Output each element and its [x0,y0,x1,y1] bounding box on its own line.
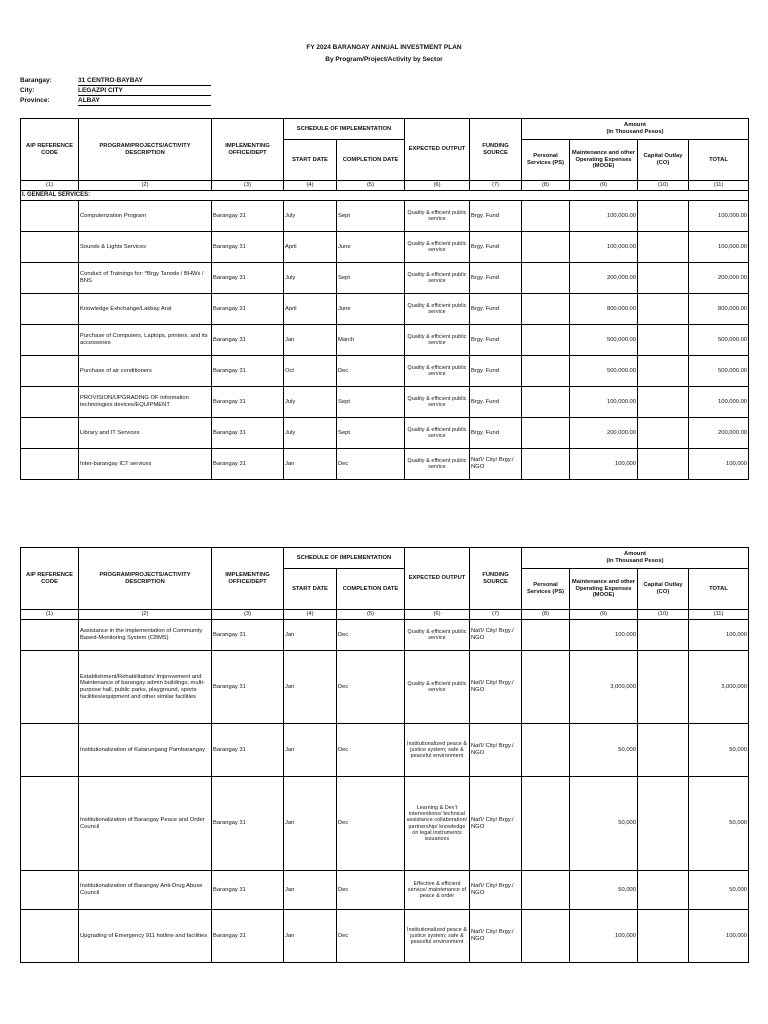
header-output: EXPECTED OUTPUT [405,119,470,181]
cell-start: Jan [284,651,337,724]
cell-expected-output: Quality & efficient public service [405,387,470,418]
sector-label: I. GENERAL SERVICES: [21,191,749,201]
header-program: PROGRAM/PROJECTS/ACTIVITY DESCRIPTION [79,119,212,181]
header-output: EXPECTED OUTPUT [405,548,470,610]
cell-program: Conduct of Trainings for: *Brgy Tanods / BHWs / BNS [79,263,212,294]
table-row [21,356,749,387]
cell-ps [522,871,570,910]
header-amount-unit: (In Thousand Pesos) [606,129,664,135]
cell-funding-source: Nat'l/ City/ Brgy./ NGO [470,620,522,651]
cell-mooe: 100,000 [570,620,638,651]
cell-aip-code [21,325,79,356]
cell-office: Barangay 31 [212,201,284,232]
cell-completion: Sept [337,387,405,418]
col-index: (8) [522,610,570,620]
table-row [21,620,749,651]
cell-completion: Dec [337,871,405,910]
cell-expected-output: Quality & efficient public service [405,418,470,449]
col-index: (11) [689,181,749,191]
header-total: TOTAL [689,140,749,181]
cell-completion: Dec [337,620,405,651]
cell-co [638,910,689,963]
cell-total: 100,000 [689,910,749,963]
cell-office: Barangay 31 [212,651,284,724]
cell-funding-source: Brgy. Fund [470,263,522,294]
table-row [21,294,749,325]
cell-ps [522,777,570,871]
province-label: Province: [20,97,50,104]
cell-office: Barangay 31 [212,294,284,325]
cell-funding-source: Nat'l/ City/ Brgy./ NGO [470,449,522,480]
header-schedule: SCHEDULE OF IMPLEMENTATION [284,548,405,569]
cell-ps [522,651,570,724]
header-amount-unit: (In Thousand Pesos) [606,558,664,564]
cell-completion: Dec [337,910,405,963]
cell-total: 800,000.00 [689,294,749,325]
cell-total: 500,000.00 [689,356,749,387]
cell-funding-source: Nat'l/ City/ Brgy./ NGO [470,724,522,777]
cell-office: Barangay 31 [212,620,284,651]
cell-program: Assistance in the implementation of Community Based-Monitoring System (CBMS) [79,620,212,651]
province-value: ALBAY [78,97,211,106]
table-row [21,910,749,963]
col-index: (9) [570,610,638,620]
header-start: START DATE [284,569,337,610]
cell-mooe: 800,000.00 [570,294,638,325]
cell-ps [522,418,570,449]
cell-total: 100,000 [689,449,749,480]
cell-mooe: 100,000 [570,910,638,963]
header-funding: FUNDING SOURCE [470,119,522,181]
city-label: City: [20,87,35,94]
col-index: (8) [522,181,570,191]
header-aip-code: AIP REFERENCE CODE [21,119,79,181]
cell-office: Barangay 31 [212,910,284,963]
col-index: (2) [79,181,212,191]
cell-funding-source: Brgy. Fund [470,325,522,356]
cell-funding-source: Nat'l/ City/ Brgy./ NGO [470,777,522,871]
cell-aip-code [21,356,79,387]
col-index: (9) [570,181,638,191]
cell-ps [522,325,570,356]
header-mooe: Maintenance and other Operating Expenses (MOOE) [570,569,638,610]
cell-mooe: 50,000 [570,871,638,910]
aip-table-page-2 [20,547,749,963]
sector-row [21,191,749,201]
header-ps: Personal Services (PS) [522,569,570,610]
cell-program: Purchase of Computers, Laptops, printers, and its accessories [79,325,212,356]
header-office: IMPLEMENTING OFFICE/DEPT [212,548,284,610]
cell-start: Jan [284,449,337,480]
cell-ps [522,201,570,232]
cell-completion: Dec [337,356,405,387]
table-row [21,263,749,294]
cell-total: 100,000.00 [689,201,749,232]
cell-aip-code [21,232,79,263]
document-subtitle: By Program/Project/Activity by Sector [325,56,443,63]
cell-completion: Sept [337,201,405,232]
cell-program: Institutionalization of Barangay Anti-Drug Abuse Council [79,871,212,910]
header-office: IMPLEMENTING OFFICE/DEPT [212,119,284,181]
col-index: (3) [212,610,284,620]
cell-aip-code [21,201,79,232]
cell-program: Purchase of air conditioners [79,356,212,387]
cell-co [638,871,689,910]
cell-co [638,418,689,449]
cell-ps [522,910,570,963]
col-index: (4) [284,181,337,191]
cell-expected-output: Effective & efficient service/ maintenance of peace & order [405,871,470,910]
col-index: (2) [79,610,212,620]
cell-mooe: 100,000.00 [570,232,638,263]
header-amount-label: Amount [624,122,646,129]
cell-aip-code [21,263,79,294]
header-completion: COMPLETION DATE [337,140,405,181]
cell-mooe: 50,000 [570,777,638,871]
header-funding: FUNDING SOURCE [470,548,522,610]
cell-total: 100,000 [689,620,749,651]
cell-office: Barangay 31 [212,232,284,263]
cell-expected-output: Learning & Dev't interventions/ technical assistance collaboration/ partnership/ knowledge on legal instruments issuances [405,777,470,871]
cell-start: April [284,232,337,263]
cell-ps [522,232,570,263]
col-index: (3) [212,181,284,191]
cell-completion: Dec [337,777,405,871]
cell-funding-source: Nat'l/ City/ Brgy./ NGO [470,651,522,724]
cell-expected-output: Quality & efficient public service [405,232,470,263]
col-index: (6) [405,610,470,620]
cell-start: Jan [284,620,337,651]
cell-office: Barangay 31 [212,449,284,480]
cell-aip-code [21,449,79,480]
cell-aip-code [21,294,79,325]
cell-expected-output: Institutionalized peace & justice system; safe & peaceful environment [405,910,470,963]
cell-total: 100,000.00 [689,387,749,418]
cell-start: Jan [284,910,337,963]
cell-aip-code [21,418,79,449]
cell-program: Establishment/Rehabilitation/ Improvement and Maintenance of barangay admin buildings, multi-purpose hall, public parks, playground, sports facilities/equipment and other similar facilities [79,651,212,724]
header-ps: Personal Services (PS) [522,140,570,181]
header-co: Capital Outlay (CO) [638,140,689,181]
cell-co [638,724,689,777]
col-index: (6) [405,181,470,191]
document-title: FY 2024 BARANGAY ANNUAL INVESTMENT PLAN [306,44,462,51]
cell-completion: March [337,325,405,356]
cell-total: 50,000 [689,724,749,777]
cell-expected-output: Quality & efficient public service [405,294,470,325]
cell-completion: June [337,294,405,325]
cell-start: July [284,263,337,294]
cell-office: Barangay 31 [212,325,284,356]
column-index-row [21,610,749,620]
cell-expected-output: Quality & efficient public service [405,449,470,480]
barangay-label: Barangay: [20,77,52,84]
table-row [21,201,749,232]
cell-expected-output: Quality & efficient public service [405,651,470,724]
cell-start: Jan [284,777,337,871]
city-value: LEGAZPI CITY [78,87,211,96]
cell-aip-code [21,910,79,963]
cell-expected-output: Quality & efficient public service [405,201,470,232]
cell-total: 500,000.00 [689,325,749,356]
table-row [21,449,749,480]
cell-completion: Sept [337,418,405,449]
cell-start: July [284,387,337,418]
header-amount [522,119,749,140]
cell-ps [522,620,570,651]
cell-mooe: 100,000.00 [570,387,638,418]
cell-office: Barangay 31 [212,387,284,418]
cell-aip-code [21,387,79,418]
cell-ps [522,263,570,294]
table-row [21,724,749,777]
table-row [21,325,749,356]
cell-office: Barangay 31 [212,724,284,777]
cell-aip-code [21,651,79,724]
cell-program: Institutionalization of Katarungang Pambarangay [79,724,212,777]
cell-program: Inter-barangay ICT services [79,449,212,480]
cell-funding-source: Brgy. Fund [470,418,522,449]
col-index: (5) [337,610,405,620]
table-row [21,871,749,910]
barangay-value: 31 CENTRO-BAYBAY [78,77,211,86]
cell-ps [522,356,570,387]
cell-mooe: 500,000.00 [570,356,638,387]
cell-office: Barangay 31 [212,777,284,871]
cell-funding-source: Brgy. Fund [470,356,522,387]
cell-total: 200,000.00 [689,263,749,294]
cell-co [638,356,689,387]
cell-co [638,232,689,263]
col-index: (11) [689,610,749,620]
table-row [21,232,749,263]
cell-mooe: 3,000,000 [570,651,638,724]
cell-office: Barangay 31 [212,418,284,449]
cell-funding-source: Brgy. Fund [470,232,522,263]
col-index: (7) [470,181,522,191]
cell-mooe: 50,000 [570,724,638,777]
col-index: (10) [638,610,689,620]
cell-completion: Sept [337,263,405,294]
cell-total: 100,000.00 [689,232,749,263]
cell-mooe: 500,000.00 [570,325,638,356]
cell-expected-output: Institutionalized peace & justice system; safe & peaceful environment [405,724,470,777]
cell-expected-output: Quality & efficient public service [405,325,470,356]
cell-ps [522,294,570,325]
table-row [21,651,749,724]
cell-program: Library and IT Services [79,418,212,449]
cell-ps [522,449,570,480]
header-program: PROGRAM/PROJECTS/ACTIVITY DESCRIPTION [79,548,212,610]
cell-program: Institutionalization of Barangay Peace and Order Council [79,777,212,871]
cell-co [638,201,689,232]
header-amount-label: Amount [624,551,646,558]
cell-total: 50,000 [689,871,749,910]
cell-office: Barangay 31 [212,263,284,294]
cell-aip-code [21,777,79,871]
cell-expected-output: Quality & efficient public service [405,356,470,387]
table-row [21,418,749,449]
cell-program: Upgrading of Emergency 911 hotline and facilities [79,910,212,963]
cell-co [638,325,689,356]
col-index: (10) [638,181,689,191]
cell-co [638,294,689,325]
header-start: START DATE [284,140,337,181]
table-row [21,777,749,871]
cell-funding-source: Brgy. Fund [470,387,522,418]
cell-start: Oct [284,356,337,387]
cell-mooe: 100,000.00 [570,201,638,232]
cell-start: Jan [284,871,337,910]
cell-completion: Dec [337,724,405,777]
cell-aip-code [21,871,79,910]
header-aip-code: AIP REFERENCE CODE [21,548,79,610]
column-index-row [21,181,749,191]
cell-ps [522,387,570,418]
header-amount [522,548,749,569]
cell-completion: Dec [337,651,405,724]
cell-start: Jan [284,325,337,356]
cell-program: PROVISION/UPGRADING OF information technologies devices/EQUIPMENT [79,387,212,418]
cell-ps [522,724,570,777]
cell-co [638,620,689,651]
col-index: (4) [284,610,337,620]
col-index: (5) [337,181,405,191]
table-row [21,387,749,418]
cell-aip-code [21,724,79,777]
header-mooe: Maintenance and other Operating Expenses (MOOE) [570,140,638,181]
cell-start: July [284,418,337,449]
cell-total: 200,000.00 [689,418,749,449]
cell-start: Jan [284,724,337,777]
aip-table-page-1 [20,118,749,480]
cell-start: April [284,294,337,325]
header-schedule: SCHEDULE OF IMPLEMENTATION [284,119,405,140]
cell-co [638,651,689,724]
cell-office: Barangay 31 [212,356,284,387]
cell-completion: Dec [337,449,405,480]
cell-program: Computerization Program [79,201,212,232]
cell-expected-output: Quality & efficient public service [405,263,470,294]
col-index: (1) [21,610,79,620]
cell-total: 50,000 [689,777,749,871]
cell-mooe: 200,000.00 [570,418,638,449]
header-total: TOTAL [689,569,749,610]
cell-funding-source: Brgy. Fund [470,201,522,232]
cell-co [638,263,689,294]
cell-funding-source: Nat'l/ City/ Brgy./ NGO [470,910,522,963]
cell-co [638,449,689,480]
cell-office: Barangay 31 [212,871,284,910]
header-completion: COMPLETION DATE [337,569,405,610]
cell-funding-source: Brgy. Fund [470,294,522,325]
cell-expected-output: Quality & efficient public service [405,620,470,651]
col-index: (7) [470,610,522,620]
header-co: Capital Outlay (CO) [638,569,689,610]
cell-program: Sounds & Lights Services [79,232,212,263]
cell-funding-source: Nat'l/ City/ Brgy./ NGO [470,871,522,910]
cell-program: Knowledge Exhchange/Lakbay Aral [79,294,212,325]
cell-mooe: 100,000 [570,449,638,480]
cell-total: 3,000,000 [689,651,749,724]
cell-co [638,387,689,418]
cell-completion: June [337,232,405,263]
cell-co [638,777,689,871]
cell-start: July [284,201,337,232]
cell-mooe: 200,000.00 [570,263,638,294]
col-index: (1) [21,181,79,191]
cell-aip-code [21,620,79,651]
